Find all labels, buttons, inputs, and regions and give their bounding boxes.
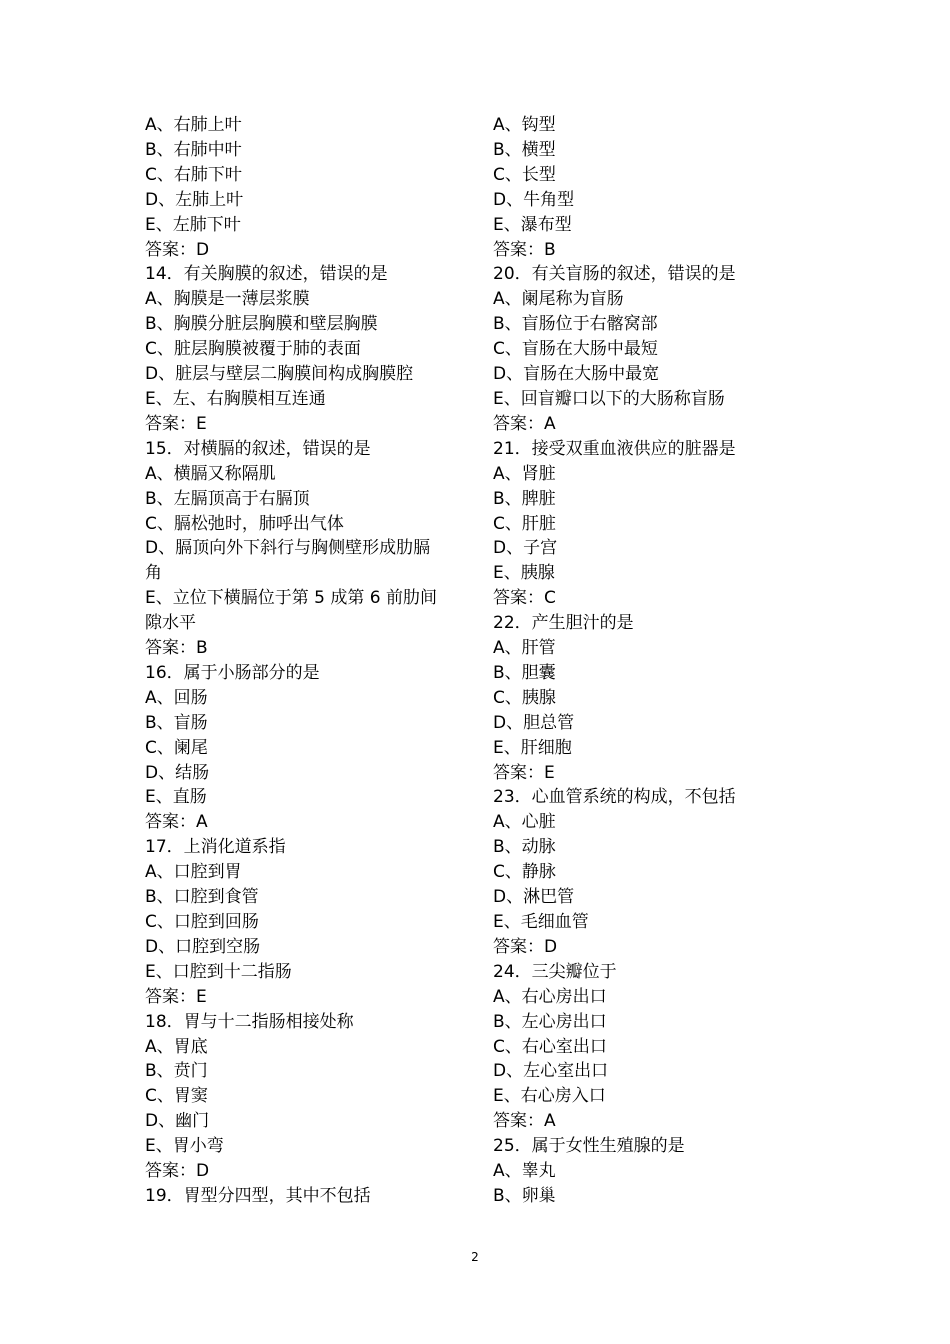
text-line: E、立位下横膈位于第 5 成第 6 前肋间 [145,588,437,609]
text-line: 答案：E [145,413,207,434]
text-line: 21．接受双重血液供应的脏器是 [493,438,736,459]
text-line: A、右肺上叶 [145,115,242,135]
text-line: D、淋巴管 [493,887,575,908]
text-line: E、左肺下叶 [145,214,241,235]
text-line: A、右心房出口 [493,986,607,1007]
text-line: B、左心房出口 [493,1011,607,1032]
text-line: A、胸膜是一薄层浆膜 [145,289,310,310]
text-line: D、盲肠在大肠中最宽 [493,364,660,385]
text-line: 答案：E [145,986,207,1007]
text-line: D、脏层与壁层二胸膜间构成胸膜腔 [145,364,414,385]
text-line: A、胃底 [145,1036,208,1057]
text-line: C、盲肠在大肠中最短 [493,339,658,360]
text-line: 22．产生胆汁的是 [493,613,634,634]
text-line: A、心脏 [493,812,556,833]
text-line: C、阑尾 [145,737,208,758]
text-line: A、睾丸 [493,1161,556,1182]
text-line: 答案：E [493,762,555,783]
text-line: E、右心房入口 [493,1086,606,1107]
text-line: A、肝管 [493,638,556,659]
text-line: 16．属于小肠部分的是 [145,662,320,683]
text-line: D、幽门 [145,1111,210,1132]
text-line: 答案：B [493,239,556,260]
text-line: 答案：A [145,812,208,833]
text-line: D、左心室出口 [493,1061,609,1082]
text-line: D、牛角型 [493,189,575,210]
text-line: E、毛细血管 [493,912,589,932]
text-line: B、口腔到食管 [145,887,259,908]
text-line: C、膈松弛时，肺呼出气体 [145,513,344,534]
text-line: D、膈顶向外下斜行与胸侧壁形成肋膈 [145,538,431,559]
text-line: A、回肠 [145,687,208,708]
text-line: B、胆囊 [493,662,556,683]
text-line: A、钩型 [493,115,556,135]
text-line: 23．心血管系统的构成，不包括 [493,787,736,808]
text-line: E、口腔到十二指肠 [145,961,292,982]
text-line: 答案：D [145,239,210,260]
text-line: C、胰腺 [493,687,556,708]
text-line: 答案：B [145,638,208,659]
text-line: 24．三尖瓣位于 [493,961,617,982]
text-line: C、胃窦 [145,1086,208,1107]
text-line: D、左肺上叶 [145,189,244,210]
text-line: B、左膈顶高于右膈顶 [145,488,310,509]
right-column [493,113,793,1209]
text-line: C、静脉 [493,862,556,883]
text-line: 20．有关盲肠的叙述，错误的是 [493,264,736,285]
text-line: B、贲门 [145,1061,208,1082]
text-line: C、右肺下叶 [145,164,242,185]
text-line: E、直肠 [145,787,207,808]
text-line: D、子宫 [493,538,558,559]
text-line: A、肾脏 [493,463,556,484]
text-line: D、口腔到空肠 [145,936,261,957]
text-line: D、胆总管 [493,712,575,733]
text-line: C、长型 [493,164,556,185]
text-line: 18．胃与十二指肠相接处称 [145,1011,354,1032]
text-line: A、横膈又称隔肌 [145,463,276,484]
text-line: C、肝脏 [493,513,556,534]
text-line: A、阑尾称为盲肠 [493,289,624,310]
text-line: E、肝细胞 [493,737,572,758]
text-line: 25．属于女性生殖腺的是 [493,1136,685,1157]
text-line: C、口腔到回肠 [145,912,259,932]
text-line: C、脏层胸膜被覆于肺的表面 [145,339,361,360]
text-line: 15．对横膈的叙述，错误的是 [145,438,371,459]
text-line: B、脾脏 [493,488,556,509]
left-column [145,113,465,1209]
text-line: 14．有关胸膜的叙述，错误的是 [145,264,388,285]
text-line: E、回盲瓣口以下的大肠称盲肠 [493,388,725,409]
text-line: B、胸膜分脏层胸膜和壁层胸膜 [145,314,378,335]
text-line: A、口腔到胃 [145,862,242,883]
text-line: 19．胃型分四型，其中不包括 [145,1185,371,1206]
text-line: D、结肠 [145,762,210,783]
text-line: E、胃小弯 [145,1136,224,1157]
text-line: B、横型 [493,139,556,160]
text-line: 角 [145,563,162,584]
page-number: 2 [471,1250,479,1264]
text-line: E、胰腺 [493,563,555,584]
text-line: 答案：D [145,1161,210,1182]
text-line: C、右心室出口 [493,1036,607,1057]
text-line: 17．上消化道系指 [145,837,286,858]
text-line: E、左、右胸膜相互连通 [145,388,326,409]
text-line: 答案：D [493,936,558,957]
text-line: B、卵巢 [493,1185,556,1206]
text-line: 隙水平 [145,613,196,634]
text-line: 答案：C [493,588,556,609]
text-line: B、盲肠位于右髂窝部 [493,314,658,335]
text-line: 答案：A [493,1111,556,1132]
text-line: B、盲肠 [145,712,208,733]
text-line: B、动脉 [493,837,556,858]
text-line: B、右肺中叶 [145,139,242,160]
text-line: 答案：A [493,413,556,434]
text-line: E、瀑布型 [493,214,572,235]
